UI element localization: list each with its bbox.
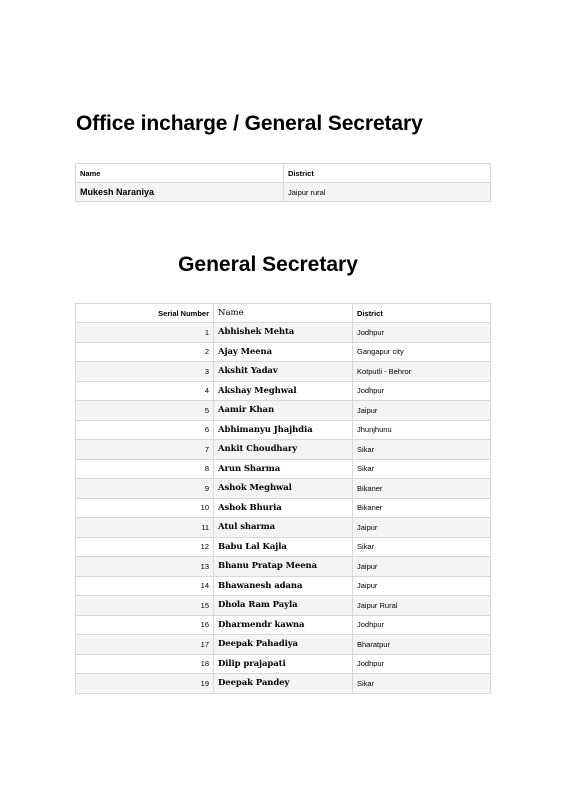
serial-cell: 3: [76, 362, 214, 382]
serial-cell: 4: [76, 381, 214, 401]
serial-cell: 1: [76, 323, 214, 343]
name-cell: Deepak Pandey: [214, 674, 353, 694]
table-row: [76, 635, 491, 655]
name-cell: Ankit Choudhary: [214, 440, 353, 460]
name-cell: Dilip prajapati: [214, 654, 353, 674]
district-cell: Jaipur: [353, 401, 491, 421]
table-row: [76, 518, 491, 538]
serial-cell: 6: [76, 420, 214, 440]
serial-cell: 19: [76, 674, 214, 694]
table-row: [76, 401, 491, 421]
district-cell: Jodhpur: [353, 654, 491, 674]
district-cell: Jaipur: [353, 576, 491, 596]
name-cell: Mukesh Naraniya: [76, 183, 284, 202]
district-cell: Bikaner: [353, 479, 491, 499]
table-row: [76, 362, 491, 382]
serial-cell: 2: [76, 342, 214, 362]
table-row: [76, 537, 491, 557]
district-cell: Sikar: [353, 537, 491, 557]
serial-cell: 9: [76, 479, 214, 499]
name-cell: Bhawanesh adana: [214, 576, 353, 596]
office-section-title: Office incharge / General Secretary: [76, 112, 423, 135]
table-row: [76, 674, 491, 694]
table-row: [76, 381, 491, 401]
name-cell: Dhola Ram Payla: [214, 596, 353, 616]
name-cell: Ajay Meena: [214, 342, 353, 362]
serial-cell: 15: [76, 596, 214, 616]
name-cell: Aamir Khan: [214, 401, 353, 421]
serial-column-header: Serial Number: [76, 304, 214, 323]
table-row: [76, 342, 491, 362]
district-cell: Sikar: [353, 440, 491, 460]
district-cell: Jaipur: [353, 518, 491, 538]
table-row: [76, 420, 491, 440]
table-row: [76, 615, 491, 635]
district-cell: Jodhpur: [353, 615, 491, 635]
district-cell: Bharatpur: [353, 635, 491, 655]
district-cell: Bikaner: [353, 498, 491, 518]
table-row: [76, 459, 491, 479]
name-cell: Ashok Meghwal: [214, 479, 353, 499]
serial-cell: 11: [76, 518, 214, 538]
name-cell: Atul sharma: [214, 518, 353, 538]
serial-cell: 5: [76, 401, 214, 421]
table-row: [76, 557, 491, 577]
serial-cell: 16: [76, 615, 214, 635]
district-cell: Jhunjhunu: [353, 420, 491, 440]
gs-section-title: General Secretary: [178, 253, 358, 276]
district-cell: Jaipur: [353, 557, 491, 577]
name-cell: Babu Lal Kajla: [214, 537, 353, 557]
district-cell: Gangapur city: [353, 342, 491, 362]
serial-cell: 17: [76, 635, 214, 655]
office-table-header-row: [76, 164, 491, 183]
serial-cell: 8: [76, 459, 214, 479]
name-cell: Akshit Yadav: [214, 362, 353, 382]
district-cell: Kotputli - Behror: [353, 362, 491, 382]
serial-cell: 7: [76, 440, 214, 460]
serial-cell: 10: [76, 498, 214, 518]
name-column-header: Name: [214, 304, 353, 323]
name-cell: Deepak Pahadiya: [214, 635, 353, 655]
district-column-header: District: [284, 164, 491, 183]
district-cell: Sikar: [353, 459, 491, 479]
table-row: [76, 498, 491, 518]
district-cell: Jaipur rural: [284, 183, 491, 202]
table-row: [76, 440, 491, 460]
name-cell: Arun Sharma: [214, 459, 353, 479]
general-secretary-table: [75, 303, 491, 694]
table-row: [76, 479, 491, 499]
district-column-header: District: [353, 304, 491, 323]
table-row: [76, 596, 491, 616]
table-row: [76, 183, 491, 202]
district-cell: Jaipur Rural: [353, 596, 491, 616]
name-cell: Dharmendr kawna: [214, 615, 353, 635]
office-incharge-table: [75, 163, 491, 202]
name-cell: Abhimanyu Jhajhdia: [214, 420, 353, 440]
name-column-header: Name: [76, 164, 284, 183]
district-cell: Sikar: [353, 674, 491, 694]
name-cell: Akshay Meghwal: [214, 381, 353, 401]
serial-cell: 18: [76, 654, 214, 674]
name-cell: Ashok Bhuria: [214, 498, 353, 518]
name-cell: Bhanu Pratap Meena: [214, 557, 353, 577]
table-row: [76, 654, 491, 674]
gs-table-header-row: [76, 304, 491, 323]
table-row: [76, 576, 491, 596]
serial-cell: 13: [76, 557, 214, 577]
name-cell: Abhishek Mehta: [214, 323, 353, 343]
serial-cell: 14: [76, 576, 214, 596]
serial-cell: 12: [76, 537, 214, 557]
district-cell: Jodhpur: [353, 323, 491, 343]
district-cell: Jodhpur: [353, 381, 491, 401]
table-row: [76, 323, 491, 343]
